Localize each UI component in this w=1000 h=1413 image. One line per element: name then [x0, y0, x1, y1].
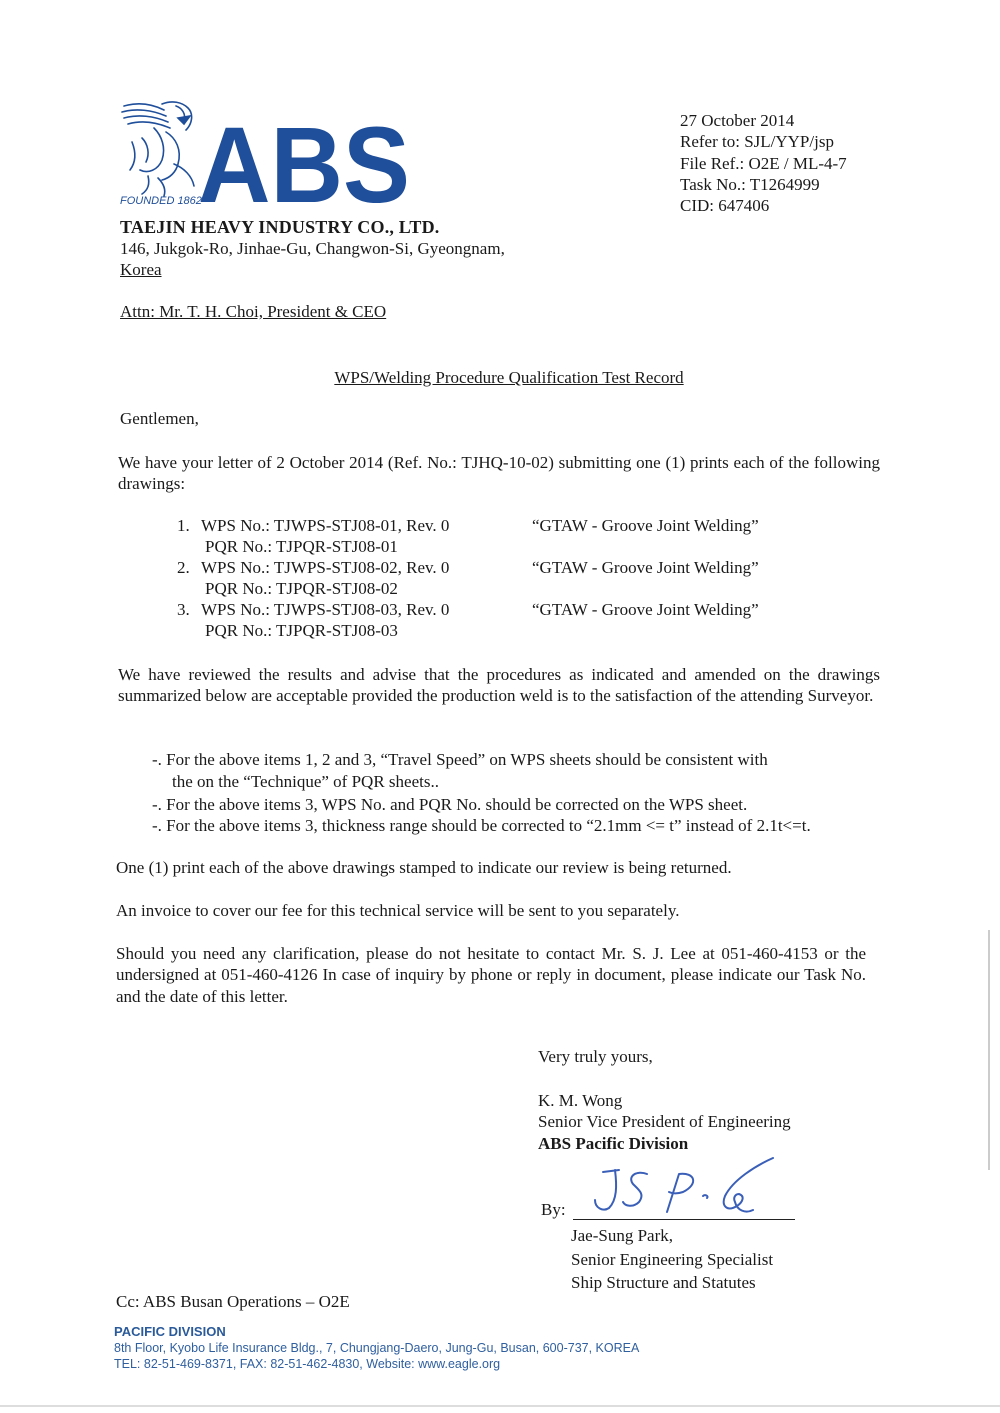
signer2-dept: Ship Structure and Statutes [571, 1273, 756, 1292]
cc-line: Cc: ABS Busan Operations – O2E [116, 1292, 350, 1311]
drawing-item-1 [177, 516, 449, 557]
recipient-company: TAEJIN HEAVY INDUSTRY CO., LTD. [120, 217, 440, 237]
recipient-address-line1: 146, Jukgok-Ro, Jinhae-Gu, Changwon-Si, Gyeongnam, [120, 239, 505, 258]
handwritten-signature [585, 1150, 785, 1225]
letter-date: 27 October 2014 [680, 111, 795, 130]
drawing-item-2 [177, 558, 449, 599]
comment-item-2: -. For the above items 3, WPS No. and PQR No. should be corrected on the WPS sheet. [152, 795, 748, 814]
eagle-icon [118, 98, 418, 208]
subject-line: WPS/Welding Procedure Qualification Test Record [334, 368, 684, 387]
salutation: Gentlemen, [120, 409, 199, 428]
drawing-wps: WPS No.: TJWPS-STJ08-02, Rev. 0 [201, 558, 450, 577]
footer-title: PACIFIC DIVISION [114, 1324, 226, 1339]
by-label: By: [541, 1200, 566, 1219]
signer2-block [571, 1224, 773, 1295]
drawing-item-3 [177, 600, 449, 641]
drawing-pqr: PQR No.: TJPQR-STJ08-01 [205, 536, 398, 556]
drawing-wps: WPS No.: TJWPS-STJ08-01, Rev. 0 [201, 516, 450, 535]
drawing-wps: WPS No.: TJWPS-STJ08-03, Rev. 0 [201, 600, 450, 619]
recipient-address-line2: Korea [120, 260, 162, 279]
reference-block [680, 110, 980, 216]
comment-line: -. For the above items 1, 2 and 3, “Travel Speed” on WPS sheets should be consistent with [152, 750, 768, 769]
recipient-block [120, 216, 680, 280]
comment-line: the on the “Technique” of PQR sheets.. [172, 772, 439, 791]
cid: CID: 647406 [680, 196, 770, 216]
founded-label: FOUNDED 1862 [120, 195, 202, 207]
drawing-number: 2. [177, 558, 190, 577]
intro-paragraph: We have your letter of 2 October 2014 (Ref. No.: TJHQ-10-02) submitting one (1) prints each of the following drawings: [118, 453, 880, 493]
page-bottom-edge [0, 1405, 1000, 1407]
drawing-title: “GTAW - Groove Joint Welding” [532, 600, 759, 619]
drawing-pqr: PQR No.: TJPQR-STJ08-03 [205, 620, 398, 640]
drawing-number: 1. [177, 516, 190, 535]
invoice-paragraph: An invoice to cover our fee for this technical service will be sent to you separately. [116, 901, 680, 920]
closing: Very truly yours, [538, 1047, 653, 1066]
footer [114, 1324, 814, 1372]
file-ref: File Ref.: O2E / ML-4-7 [680, 153, 847, 173]
refer-to: Refer to: SJL/YYP/jsp [680, 132, 834, 152]
signer2-title: Senior Engineering Specialist [571, 1249, 774, 1269]
drawing-number: 3. [177, 600, 190, 619]
abs-wordmark: ABS [198, 104, 410, 208]
scan-edge-mark [988, 930, 990, 1170]
abs-logo [118, 98, 418, 208]
footer-contact: TEL: 82-51-469-8371, FAX: 82-51-462-4830, Website: www.eagle.org [114, 1357, 501, 1371]
drawing-pqr: PQR No.: TJPQR-STJ08-02 [205, 578, 398, 598]
clarification-paragraph: Should you need any clarification, please do not hesitate to contact Mr. S. J. Lee at 051-460-4153 or the undersigned at 051-460-4126 In case of inquiry by phone or reply in document, please indicate our Task No. and the date of this letter. [116, 944, 866, 1006]
signer-title: Senior Vice President of Engineering [538, 1112, 791, 1132]
returned-paragraph: One (1) print each of the above drawings stamped to indicate our review is being returned. [116, 858, 732, 877]
signer-block [538, 1090, 791, 1154]
drawing-title: “GTAW - Groove Joint Welding” [532, 516, 759, 535]
review-paragraph: We have reviewed the results and advise that the procedures as indicated and amended on the drawings summarized below are acceptable provided the production weld is to the satisfaction of the attending Surveyor. [118, 665, 880, 705]
signer-division: ABS Pacific Division [538, 1133, 689, 1153]
signer-name: K. M. Wong [538, 1091, 623, 1110]
attention-line: Attn: Mr. T. H. Choi, President & CEO [120, 302, 387, 321]
signature-line [573, 1219, 795, 1220]
footer-address: 8th Floor, Kyobo Life Insurance Bldg., 7, Chungjang-Daero, Jung-Gu, Busan, 600-737, KOREA [114, 1341, 640, 1355]
comment-item-1 [152, 749, 882, 793]
comment-item-3: -. For the above items 3, thickness range should be corrected to “2.1mm <= t” instead of 2.1t<=t. [152, 816, 811, 835]
signer2-name: Jae-Sung Park, [571, 1226, 673, 1245]
task-no: Task No.: T1264999 [680, 174, 820, 194]
drawing-title: “GTAW - Groove Joint Welding” [532, 558, 759, 577]
